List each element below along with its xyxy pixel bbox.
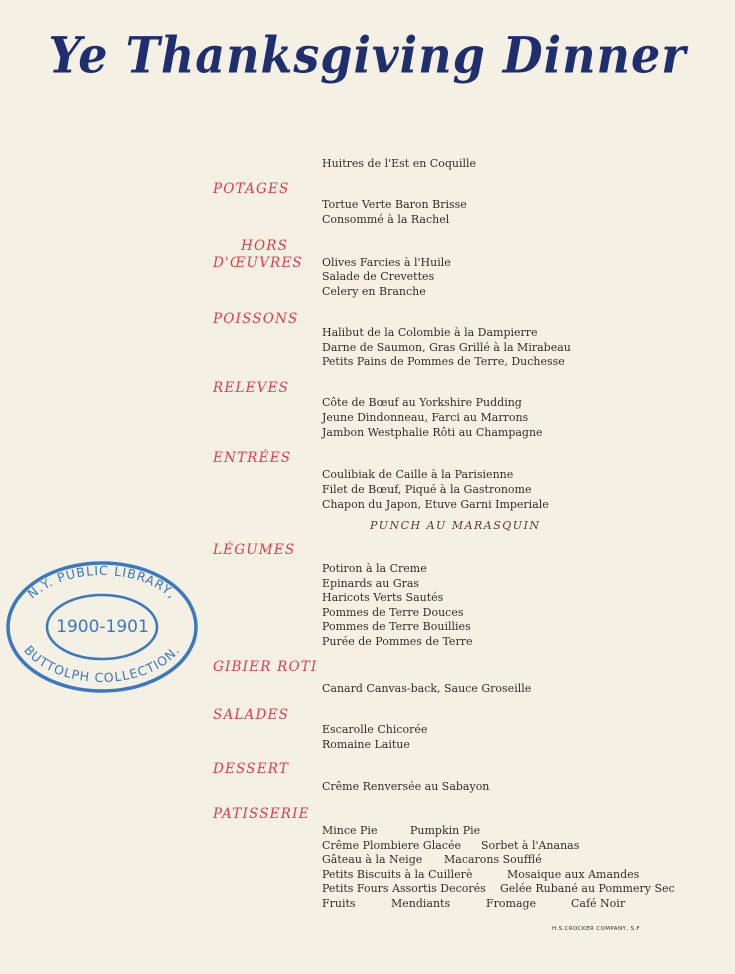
patisserie-item: Fromage — [486, 897, 537, 910]
patisserie-item: Crême Plombiere Glacée — [322, 839, 461, 852]
dish-item: Escarolle Chicorée — [322, 723, 428, 736]
category-hors-line2: D'ŒUVRES — [213, 255, 303, 271]
dish-item: Purée de Pommes de Terre — [322, 635, 473, 648]
dish-item: Salade de Crevettes — [322, 270, 435, 283]
dish-item: Petits Pains de Pommes de Terre, Duchesse — [322, 355, 565, 368]
patisserie-item: Gelée Rubané au Pommery Sec — [500, 882, 675, 895]
dish-item: Haricots Verts Sautés — [322, 591, 444, 604]
dish-item: Coulibiak de Caille à la Parisienne — [322, 468, 514, 481]
category-salades: SALADES — [213, 707, 290, 723]
stamp-years: 1900-1901 — [56, 617, 149, 637]
dish-item: Pommes de Terre Bouillies — [322, 620, 471, 633]
dish-item: Tortue Verte Baron Brisse — [322, 198, 467, 211]
patisserie-item: Mendiants — [391, 897, 451, 910]
category-entrees: ENTRÉES — [213, 450, 292, 466]
dish-item: Chapon du Japon, Etuve Garni Imperiale — [322, 498, 549, 511]
patisserie-item: Petits Fours Assortis Decorés — [322, 882, 486, 895]
dish-item: Potiron à la Creme — [322, 562, 427, 575]
dish-item: Epinards au Gras — [322, 577, 420, 590]
dish-item: Jeune Dindonneau, Farci au Marrons — [322, 411, 529, 424]
opening-dish: Huitres de l'Est en Coquille — [322, 157, 477, 170]
category-gibier-roti: GIBIER ROTI — [213, 659, 318, 675]
patisserie-item: Sorbet à l'Ananas — [481, 839, 580, 852]
category-patisserie: PATISSERIE — [213, 806, 310, 822]
dish-item: Canard Canvas-back, Sauce Groseille — [322, 682, 532, 695]
printer-credit: H.S.CROCKER COMPANY, S.F — [552, 926, 641, 932]
dish-item: Jambon Westphalie Rôti au Champagne — [322, 426, 543, 439]
category-potages: POTAGES — [213, 181, 290, 197]
dish-item: Darne de Saumon, Gras Grillé à la Mirabeau — [322, 341, 571, 354]
dish-item: Celery en Branche — [322, 285, 426, 298]
stamp-bottom-text: BUTTOLPH COLLECTION. — [21, 642, 183, 686]
stamp-top-text: N.Y. PUBLIC LIBRARY, — [24, 562, 180, 602]
dish-item: Côte de Bœuf au Yorkshire Pudding — [322, 396, 522, 409]
patisserie-item: Pumpkin Pie — [410, 824, 481, 837]
category-hors-line1: HORS — [241, 238, 289, 254]
patisserie-item: Petits Biscuits à la Cuillerè — [322, 868, 473, 881]
dish-item: Romaine Laitue — [322, 738, 410, 751]
dish-item: Consommé à la Rachel — [322, 213, 450, 226]
dish-item: Filet de Bœuf, Piqué à la Gastronome — [322, 483, 532, 496]
category-poissons: POISSONS — [213, 311, 299, 327]
patisserie-item: Mince Pie — [322, 824, 378, 837]
punch-interlude: PUNCH AU MARASQUIN — [370, 519, 541, 532]
menu-title: Ye Thanksgiving Dinner — [48, 25, 687, 85]
dish-item: Pommes de Terre Douces — [322, 606, 464, 619]
category-releves: RELEVES — [213, 380, 290, 396]
dish-item: Crême Renversée au Sabayon — [322, 780, 490, 793]
category-legumes: LÉGUMES — [213, 542, 296, 558]
patisserie-item: Macarons Soufflé — [444, 853, 542, 866]
patisserie-item: Fruits — [322, 897, 356, 910]
category-dessert: DESSERT — [213, 761, 290, 777]
patisserie-item: Gâteau à la Neige — [322, 853, 423, 866]
dish-item: Olives Farcies à l'Huile — [322, 256, 451, 269]
patisserie-item: Café Noir — [571, 897, 626, 910]
dish-item: Halibut de la Colombie à la Dampierre — [322, 326, 538, 339]
patisserie-item: Mosaique aux Amandes — [507, 868, 640, 881]
